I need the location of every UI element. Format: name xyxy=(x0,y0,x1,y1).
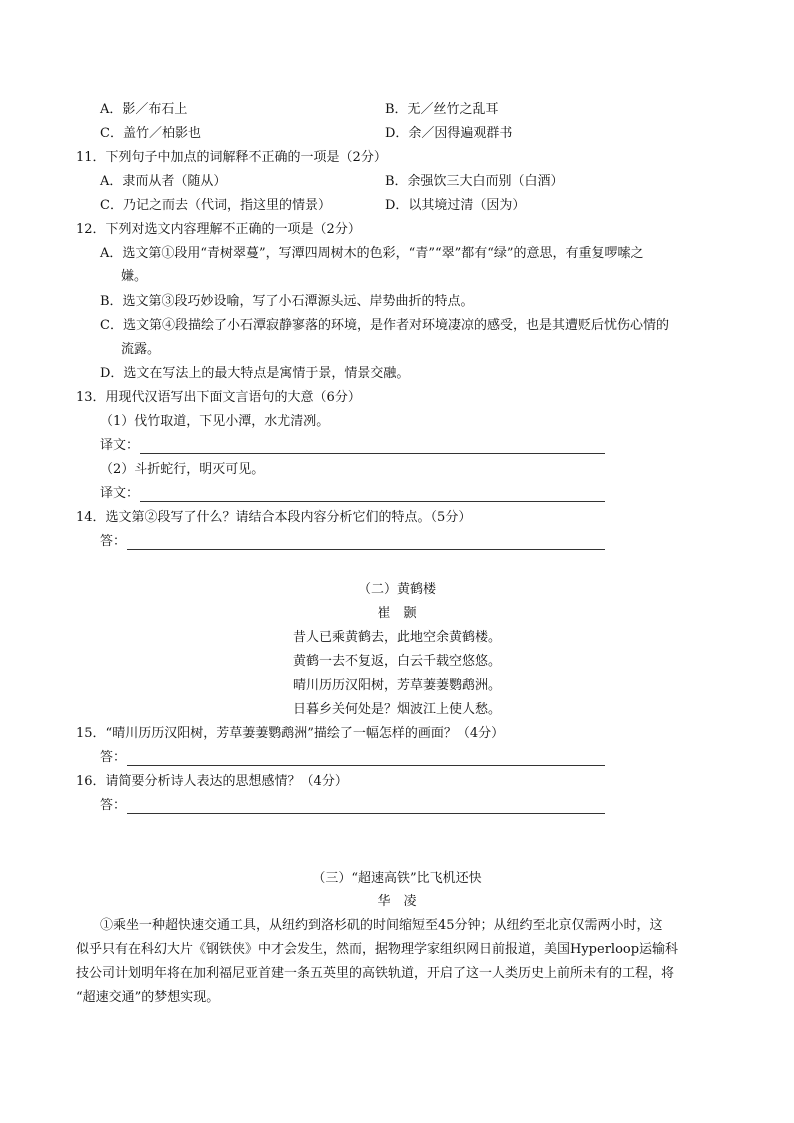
q12-option-a: A．选文第①段用“青树翠蔓”，写潭四周树木的色彩，“青”“翠”都有“绿”的意思，有重复啰嗦之 xyxy=(100,246,644,261)
q13-item-2: （2）斗折蛇行，明灭可见。 xyxy=(100,462,265,477)
poem-author: 崔 颢 xyxy=(377,606,417,621)
poem-line: 日暮乡关何处是？烟波江上使人愁。 xyxy=(292,702,501,717)
q11-option-a: A．隶而从者（随从） xyxy=(100,174,227,189)
q12-option-b: B．选文第③段巧妙设喻，写了小石潭源头远、岸势曲折的特点。 xyxy=(100,294,474,309)
q10-option-a: A．影／布石上 xyxy=(100,102,188,117)
poem-title: （二）黄鹤楼 xyxy=(357,582,436,597)
article-paragraph-line: “超速交通”的梦想实现。 xyxy=(76,990,220,1005)
article-author: 华 凌 xyxy=(377,894,417,909)
q10-option-c: C．盖竹／柏影也 xyxy=(100,126,201,141)
article-paragraph-line: ①乘坐一种超快速交通工具，从纽约到洛杉矶的时间缩短至45分钟；从纽约至北京仅需两小时，这 xyxy=(100,918,663,933)
q11-option-b: B．余强饮三大白而别（白酒） xyxy=(385,174,564,189)
q13-answer-label-2: 译文： xyxy=(100,486,140,501)
q15-answer-line[interactable] xyxy=(127,765,605,766)
q13-answer-line-2[interactable] xyxy=(140,501,605,502)
article-paragraph-line: 技公司计划明年将在加利福尼亚首建一条五英里的高铁轨道，开启了这一人类历史上前所未有的工程，将 xyxy=(76,966,675,981)
q16-answer-line[interactable] xyxy=(127,813,605,814)
q13-answer-line-1[interactable] xyxy=(140,453,605,454)
q10-option-d: D．余／因得遍观群书 xyxy=(385,126,513,141)
q12-option-d: D．选文在写法上的最大特点是寓情于景，情景交融。 xyxy=(100,366,410,381)
q13-stem: 13．用现代汉语写出下面文言语句的大意（6分） xyxy=(76,390,361,405)
q14-answer-line[interactable] xyxy=(127,549,605,550)
q12-option-a-cont: 嫌。 xyxy=(121,269,148,284)
poem-line: 晴川历历汉阳树，芳草萋萋鹦鹉洲。 xyxy=(292,678,501,693)
q13-item-1: （1）伐竹取道，下见小潭，水尤清冽。 xyxy=(100,414,330,429)
q15-answer-label: 答： xyxy=(100,750,127,765)
q16-stem: 16．请简要分析诗人表达的思想感情？（4分） xyxy=(76,774,348,789)
poem-line: 昔人已乘黄鹤去，此地空余黄鹤楼。 xyxy=(292,630,501,645)
q12-stem: 12．下列对选文内容理解不正确的一项是（2分） xyxy=(76,222,361,237)
q10-option-b: B．无／丝竹之乱耳 xyxy=(385,102,499,117)
article-title: （三）“超速高铁”比飞机还快 xyxy=(312,871,482,886)
q11-option-c: C．乃记之而去（代词，指这里的情景） xyxy=(100,198,331,213)
q11-stem: 11．下列句子中加点的词解释不正确的一项是（2分） xyxy=(76,150,387,165)
q14-stem: 14．选文第②段写了什么？请结合本段内容分析它们的特点。（5分） xyxy=(76,510,472,525)
q15-stem: 15．“晴川历历汉阳树，芳草萋萋鹦鹉洲”描绘了一幅怎样的画面？（4分） xyxy=(76,726,505,741)
q11-option-d: D．以其境过清（因为） xyxy=(385,198,526,213)
q14-answer-label: 答： xyxy=(100,534,127,549)
article-paragraph-line: 似乎只有在科幻大片《钢铁侠》中才会发生，然而，据物理学家组织网日前报道，美国Hyperloop运输科 xyxy=(76,942,679,957)
poem-line: 黄鹤一去不复返，白云千载空悠悠。 xyxy=(292,654,501,669)
q12-option-c: C．选文第④段描绘了小石潭寂静寥落的环境，是作者对环境凄凉的感受，也是其遭贬后忧伤心情的 xyxy=(100,318,669,333)
q13-answer-label-1: 译文： xyxy=(100,438,140,453)
q12-option-c-cont: 流露。 xyxy=(121,342,161,357)
q16-answer-label: 答： xyxy=(100,798,127,813)
